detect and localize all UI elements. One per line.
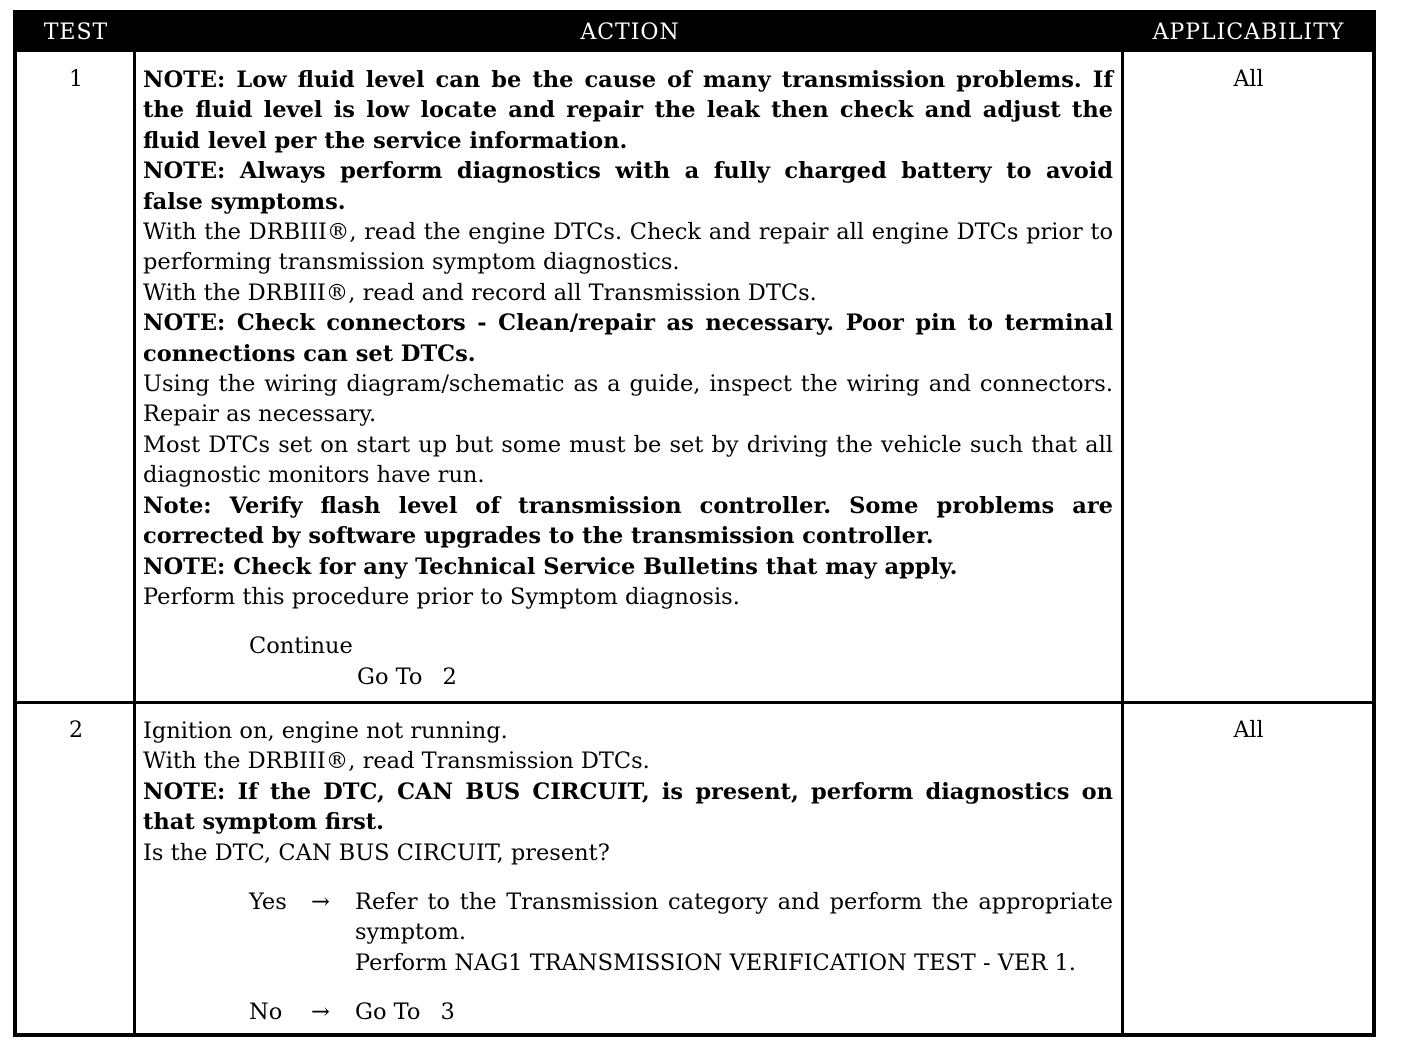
instruction-paragraph: Using the wiring diagram/schematic as a guide, inspect the wiring and connectors. Repair as necessary.: [143, 371, 1113, 428]
row-2-action: [143, 716, 1113, 1028]
goto-target: 2: [442, 663, 457, 690]
goto-label: Go To: [357, 663, 423, 690]
instruction-paragraph: With the DRBIII®, read Transmission DTCs.: [143, 748, 650, 775]
header-test: TEST: [43, 20, 109, 45]
continue-label: Continue: [249, 633, 353, 660]
no-label: No: [249, 999, 283, 1026]
row-2-test-number: 2: [69, 718, 83, 743]
column-divider: [133, 52, 136, 1037]
row-divider: [17, 701, 1372, 704]
note-paragraph: NOTE: If the DTC, CAN BUS CIRCUIT, is present, perform diagnostics on that symptom first.: [143, 778, 1113, 836]
no-goto: Go To 3: [355, 999, 455, 1026]
row-1-applicability: All: [1233, 67, 1264, 92]
yes-option[interactable]: [143, 887, 1113, 978]
instruction-paragraph: Most DTCs set on start up but some must be set by driving the vehicle such that all diagnostic monitors have run.: [143, 431, 1113, 489]
header-action: ACTION: [580, 20, 680, 45]
row-1-action: [143, 65, 1113, 692]
column-divider: [1121, 52, 1124, 1037]
diagnostic-table: [13, 10, 1376, 1037]
note-paragraph: NOTE: Low fluid level can be the cause of many transmission problems. If the fluid level is low locate and repair the leak then check and adjust the fluid level per the service information.: [143, 67, 1113, 154]
instruction-paragraph: Ignition on, engine not running.: [143, 718, 508, 744]
table-header: [17, 14, 1372, 52]
yes-label: Yes: [249, 889, 287, 916]
instruction-paragraph: With the DRBIII®, read the engine DTCs. Check and repair all engine DTCs prior to performing transmission symptom diagnostics.: [143, 219, 1113, 276]
row-2-applicability: All: [1233, 718, 1264, 743]
instruction-paragraph: Perform this procedure prior to Symptom diagnosis.: [143, 583, 740, 610]
goto-link[interactable]: [357, 662, 1113, 692]
instruction-paragraph: With the DRBIII®, read and record all Transmission DTCs.: [143, 279, 817, 306]
right-arrow-icon: →: [311, 999, 330, 1026]
row-1-test-number: 1: [69, 67, 83, 92]
note-paragraph: NOTE: Always perform diagnostics with a fully charged battery to avoid false symptoms.: [143, 158, 1113, 215]
no-option[interactable]: [143, 997, 1113, 1027]
yes-text: Refer to the Transmission category and perform the appropriate symptom. Perform NAG1 TRANSMISSION VERIFICATION TEST - VER 1.: [355, 889, 1113, 976]
question-paragraph: Is the DTC, CAN BUS CIRCUIT, present?: [143, 839, 610, 866]
note-paragraph: NOTE: Check connectors - Clean/repair as necessary. Poor pin to terminal connections can set DTCs.: [143, 310, 1113, 367]
note-paragraph: NOTE: Check for any Technical Service Bulletins that may apply.: [143, 553, 958, 580]
header-applicability: APPLICABILITY: [1152, 20, 1345, 45]
note-paragraph: Note: Verify flash level of transmission controller. Some problems are corrected by software upgrades to the transmission controller.: [143, 492, 1113, 550]
right-arrow-icon: →: [311, 889, 330, 916]
